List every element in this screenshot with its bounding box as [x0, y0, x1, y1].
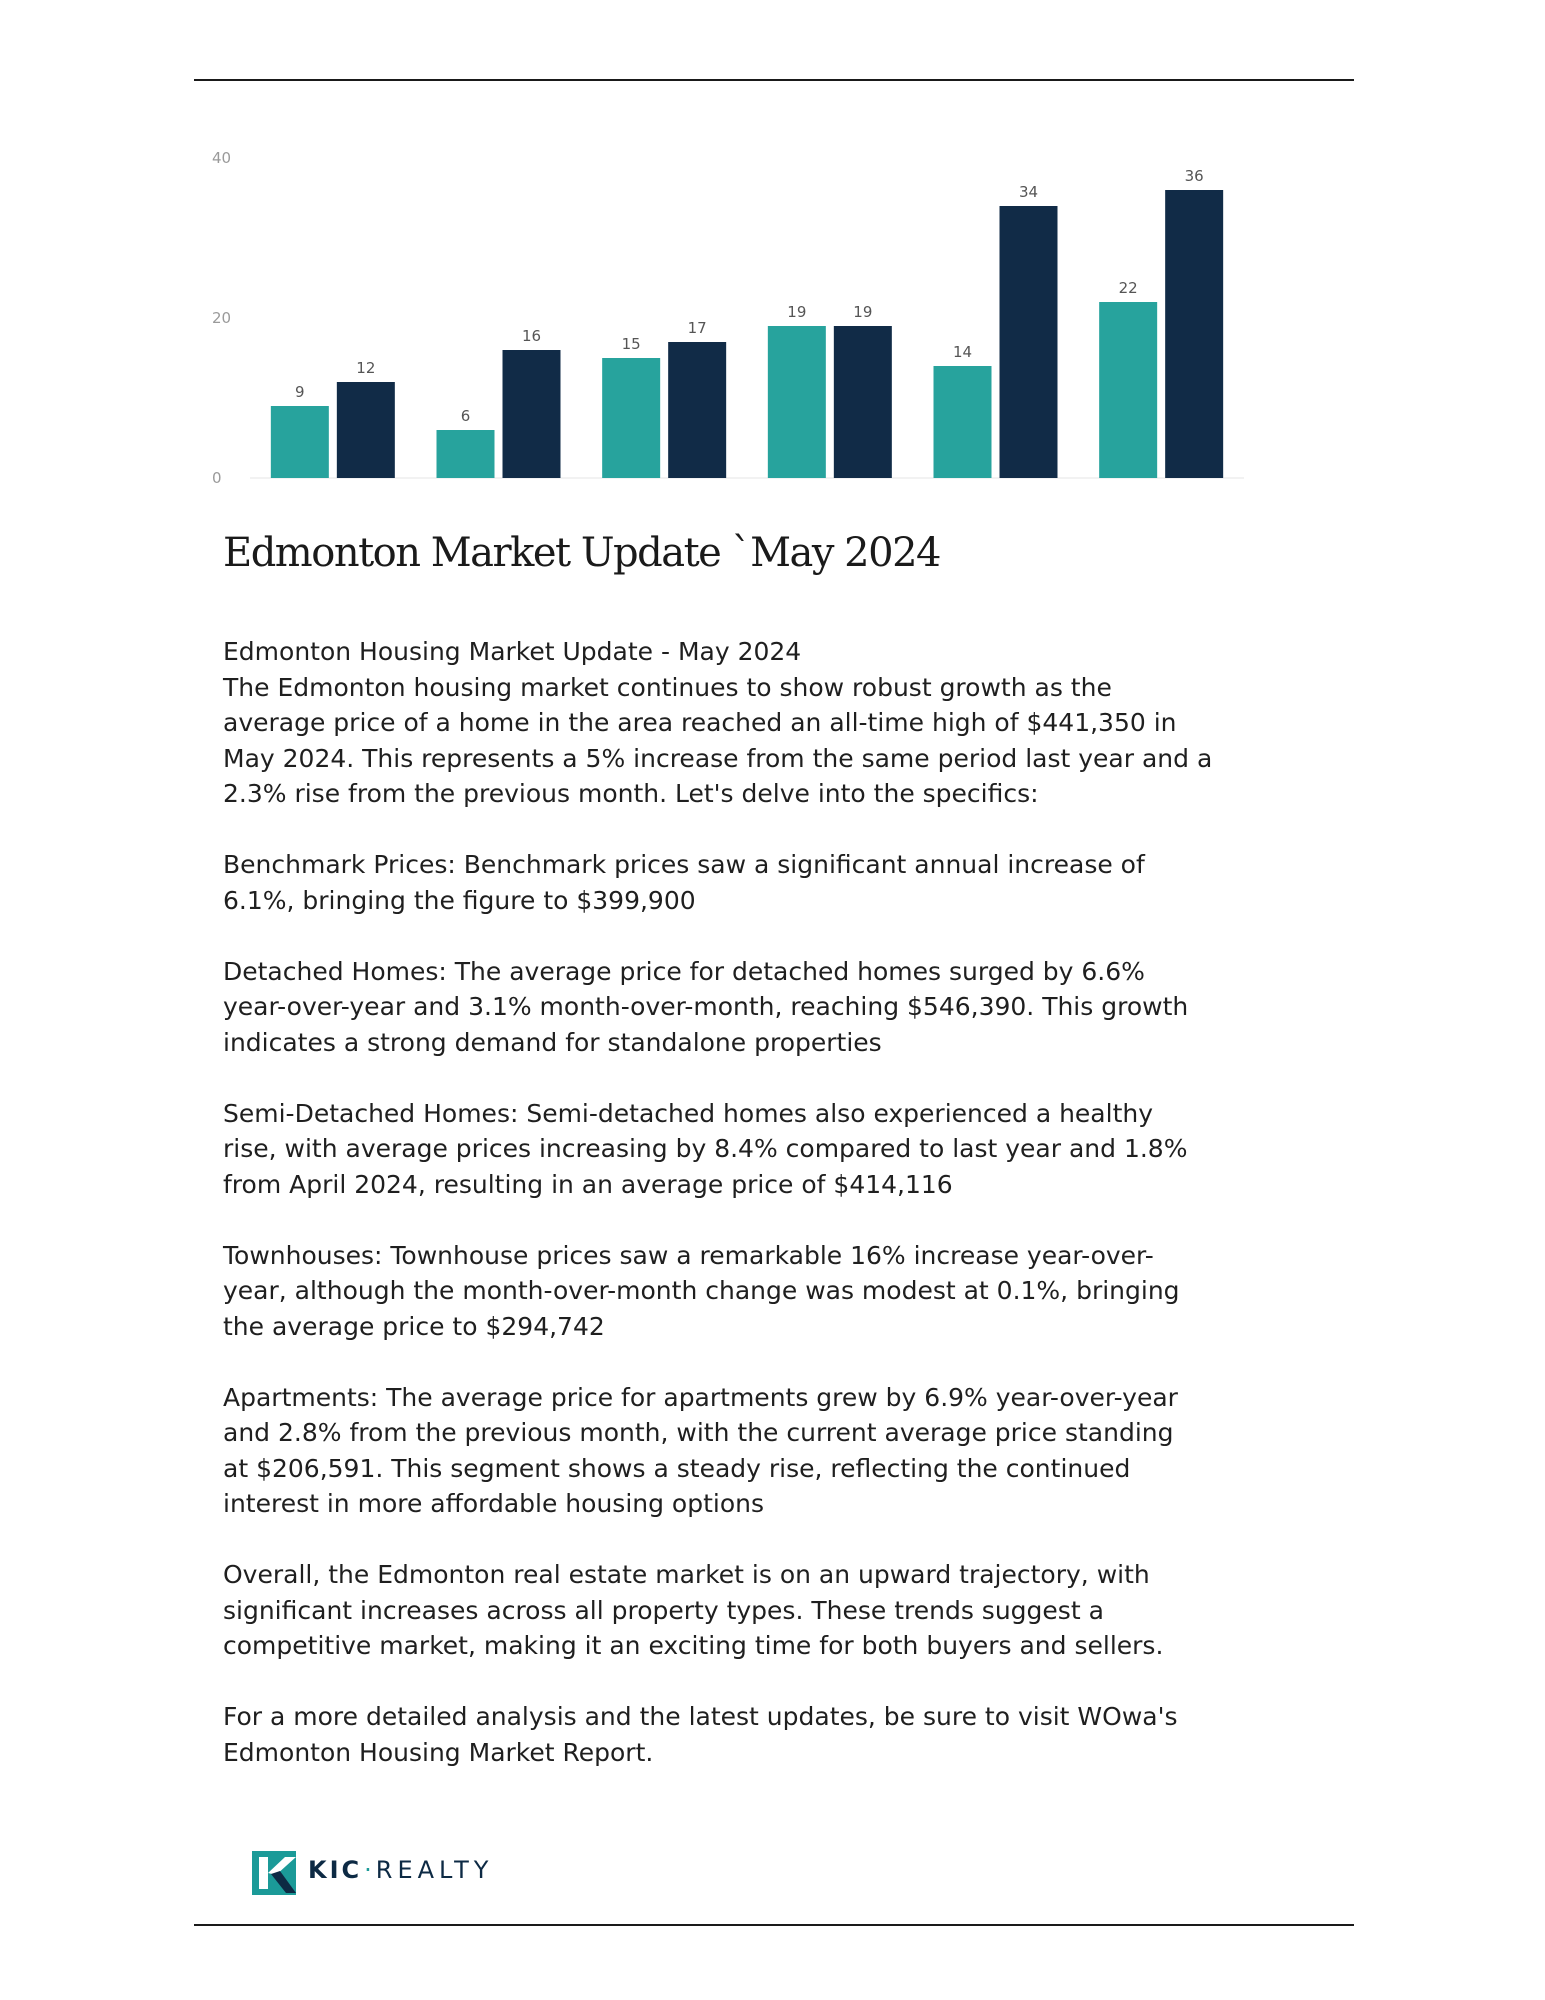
bar-value-label: 22: [1118, 279, 1138, 297]
paragraph: [223, 1238, 1333, 1345]
top-rule: [194, 79, 1354, 81]
paragraph-line: interest in more affordable housing options: [223, 1489, 765, 1518]
bar-value-label: 19: [853, 303, 873, 321]
bar: [1000, 206, 1058, 478]
y-tick-label: 0: [212, 469, 222, 487]
logo-text-kic: KIC: [308, 1856, 363, 1884]
logo-wordmark: [308, 1856, 493, 1884]
page-title: Edmonton Market Update `May 2024: [223, 530, 940, 576]
paragraph-line: Overall, the Edmonton real estate market is on an upward trajectory, with: [223, 1560, 1150, 1589]
paragraph-line: Apartments: The average price for apartments grew by 6.9% year-over-year: [223, 1382, 1178, 1412]
paragraph-line: Townhouses: Townhouse prices saw a remarkable 16% increase year-over-: [223, 1240, 1154, 1270]
bar-value-label: 15: [621, 335, 641, 353]
bar-value-label: 12: [356, 359, 376, 377]
paragraph-line: rise, with average prices increasing by 8.4% compared to last year and 1.8%: [223, 1134, 1188, 1163]
paragraph-line: Benchmark Prices: Benchmark prices saw a significant annual increase of: [223, 850, 1145, 879]
paragraph-line: Edmonton Housing Market Report.: [223, 1737, 654, 1767]
bar-value-label: 6: [460, 407, 471, 425]
paragraph-line: 6.1%, bringing the figure to $399,900: [223, 885, 696, 915]
paragraph: [223, 634, 1333, 812]
paragraph-line: competitive market, making it an exciting time for both buyers and sellers.: [223, 1631, 1164, 1660]
paragraph: [223, 1380, 1333, 1522]
bar-value-label: 16: [521, 327, 542, 345]
bar-chart: [212, 140, 1272, 490]
paragraph-line: 2.3% rise from the previous month. Let's delve into the specifics:: [223, 779, 1039, 808]
y-tick-label: 20: [212, 309, 232, 327]
paragraph-line: significant increases across all property types. These trends suggest a: [223, 1595, 1104, 1625]
bottom-rule: [194, 1924, 1354, 1926]
paragraph-line: Semi-Detached Homes: Semi-detached homes also experienced a healthy: [223, 1098, 1154, 1128]
paragraph-line: May 2024. This represents a 5% increase from the same period last year and a: [223, 743, 1213, 773]
bar: [768, 326, 826, 478]
paragraph-line: Detached Homes: The average price for detached homes surged by 6.6%: [223, 956, 1145, 986]
bar-value-label: 14: [952, 343, 973, 361]
kic-logo-icon: [252, 1851, 300, 1897]
paragraph-line: The Edmonton housing market continues to show robust growth as the: [223, 672, 1112, 702]
bar: [1099, 302, 1157, 478]
bar: [834, 326, 892, 478]
paragraph-line: from April 2024, resulting in an average price of $414,116: [223, 1169, 953, 1199]
logo-text-dot: ·: [364, 1856, 374, 1884]
paragraph-line: average price of a home in the area reached an all-time high of $441,350 in: [223, 708, 1177, 737]
bar: [503, 350, 561, 478]
paragraph: [223, 1557, 1333, 1664]
bar-value-label: 36: [1184, 167, 1204, 185]
paragraph-line: year, although the month-over-month change was modest at 0.1%, bringing: [223, 1276, 1180, 1305]
y-tick-label: 40: [212, 149, 232, 167]
bar: [934, 366, 992, 478]
paragraph-line: For a more detailed analysis and the latest updates, be sure to visit WOwa's: [223, 1702, 1178, 1731]
bar: [668, 342, 726, 478]
paragraph-line: indicates a strong demand for standalone properties: [223, 1027, 882, 1057]
bar-value-label: 34: [1018, 183, 1039, 201]
bar-value-label: 9: [295, 383, 305, 401]
bar: [271, 406, 329, 478]
bar: [337, 382, 395, 478]
bar: [437, 430, 495, 478]
paragraph-line: the average price to $294,742: [223, 1311, 605, 1341]
bar-value-label: 17: [687, 319, 707, 337]
paragraph-line: at $206,591. This segment shows a steady rise, reflecting the continued: [223, 1453, 1131, 1483]
paragraph: [223, 1699, 1333, 1770]
paragraph: [223, 954, 1333, 1061]
bar: [1165, 190, 1223, 478]
paragraph-line: year-over-year and 3.1% month-over-month, reaching $546,390. This growth: [223, 992, 1189, 1021]
paragraph: [223, 847, 1333, 918]
article-body: [223, 634, 1333, 1806]
paragraph-line: and 2.8% from the previous month, with the current average price standing: [223, 1418, 1174, 1447]
bar: [602, 358, 660, 478]
bar-value-label: 19: [787, 303, 807, 321]
paragraph-line: Edmonton Housing Market Update - May 2024: [223, 637, 802, 666]
paragraph: [223, 1096, 1333, 1203]
logo-text-realty: REALTY: [375, 1856, 494, 1884]
